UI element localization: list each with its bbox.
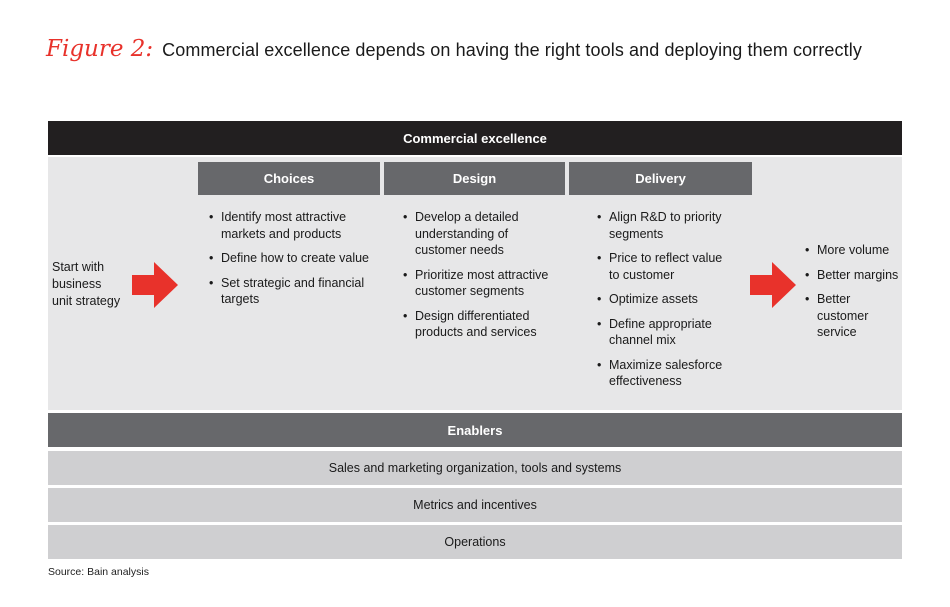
list-item: • Define how to create value	[209, 250, 379, 267]
list-item: • Set strategic and financial targets	[209, 275, 379, 308]
outcomes-list	[805, 242, 901, 349]
delivery-list	[597, 209, 732, 398]
commercial-excellence-header: Commercial excellence	[48, 121, 902, 155]
list-item: • Develop a detailed understanding of customer needs	[403, 209, 561, 259]
list-item: • Design differentiated products and services	[403, 308, 561, 341]
list-item: • Better customer service	[805, 291, 901, 341]
list-item: • Better margins	[805, 267, 901, 284]
list-item: • Identify most attractive markets and products	[209, 209, 379, 242]
enabler-row: Operations	[48, 525, 902, 559]
list-item: • Optimize assets	[597, 291, 732, 308]
column-header-delivery: Delivery	[569, 162, 752, 195]
list-item: • Prioritize most attractive customer segments	[403, 267, 561, 300]
enabler-row: Metrics and incentives	[48, 488, 902, 522]
figure-label: Figure 2:	[46, 36, 154, 62]
start-text: Start with business unit strategy	[52, 260, 121, 308]
list-item: • Price to reflect value to customer	[597, 250, 732, 283]
figure-title-text: Commercial excellence depends on having the right tools and deploying them correctly	[162, 40, 862, 60]
design-list	[403, 209, 561, 349]
enablers-header: Enablers	[48, 413, 902, 447]
list-item: • More volume	[805, 242, 901, 259]
column-header-design: Design	[384, 162, 565, 195]
list-item: • Define appropriate channel mix	[597, 316, 732, 349]
right-arrow-icon	[132, 262, 178, 308]
enabler-row: Sales and marketing organization, tools and systems	[48, 451, 902, 485]
figure-title	[46, 36, 862, 66]
right-arrow-icon	[750, 262, 796, 308]
list-item: • Align R&D to priority segments	[597, 209, 732, 242]
column-header-choices: Choices	[198, 162, 380, 195]
choices-list	[209, 209, 379, 316]
list-item: • Maximize salesforce effectiveness	[597, 357, 732, 390]
source-note: Source: Bain analysis	[48, 566, 149, 578]
